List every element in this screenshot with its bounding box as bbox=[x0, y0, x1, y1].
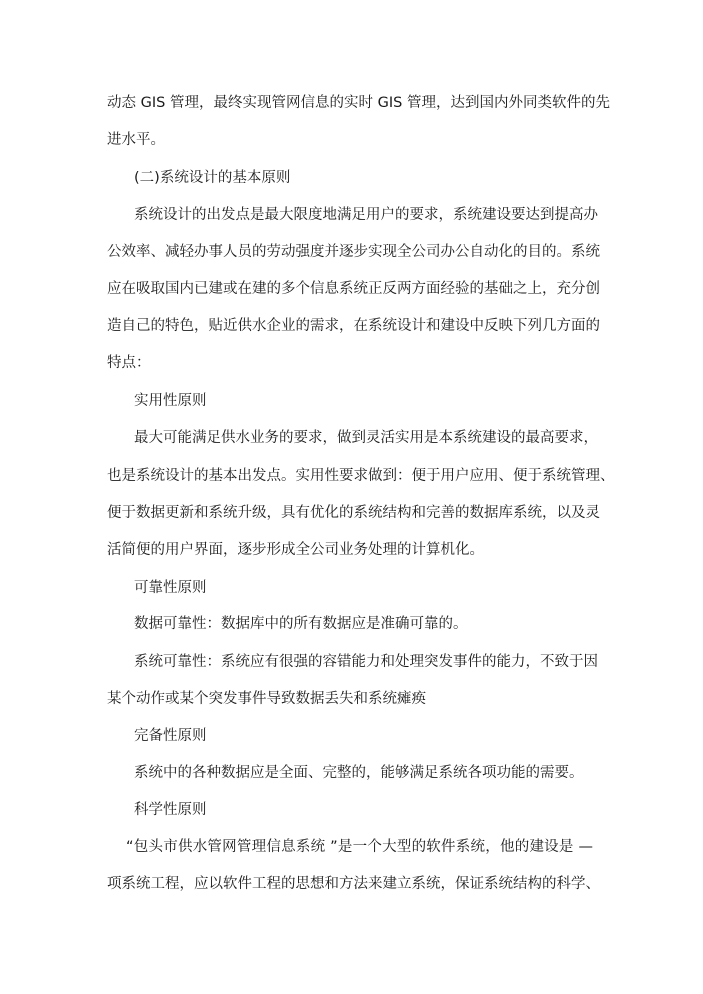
principle-heading: 完备性原则 bbox=[134, 728, 207, 744]
paragraph-line: 系 统 设 计 的 出 发 点 是 最 大 限 度 地 满 足 用 户 的 要 求 ， 系 统 建 设 要 达 到 提 高 办 bbox=[134, 207, 598, 223]
paragraph-line: 便 于 数 据 更 新 和 系 统 升 级 ， 具 有 优 化 的 系 统 结 构 和 完 善 的 数 据 库 系 统 ， 以 及 灵 bbox=[107, 505, 600, 521]
paragraph-line: 应 在 吸 取 国 内 已 建 或 在 建 的 多 个 信 息 系 统 正 反 两 方 面 经 验 的 基 础 之 上 ， 充 分 创 bbox=[107, 281, 600, 297]
principle-heading: 实用性原则 bbox=[134, 393, 207, 409]
paragraph-line: “ 包 头 市 供 水 管 网 管 理 信 息 系 统 ” 是 一 个 大 型 的 软 件 系 统 ， 他 的 建 设 是 — bbox=[126, 839, 593, 855]
paragraph-line: 最 大 可 能 满 足 供 水 业 务 的 要 求 ， 做 到 灵 活 实 用 是 本 系 统 建 设 的 最 高 要 求 ， bbox=[134, 430, 598, 446]
paragraph-line: 项 系 统 工 程 ， 应 以 软 件 工 程 的 思 想 和 方 法 来 建 立 系 统 ， 保 证 系 统 结 构 的 科 学 、 bbox=[107, 876, 600, 892]
principle-heading: 科学性原则 bbox=[134, 802, 207, 818]
paragraph-line: 也 是 系 统 设 计 的 基 本 出 发 点 。 实 用 性 要 求 做 到 ： 便 于 用 户 应 用 、 便 于 系 统 管 理 、 bbox=[107, 468, 615, 484]
principle-heading: 可靠性原则 bbox=[134, 580, 207, 596]
paragraph-line: 特点： bbox=[107, 355, 151, 371]
paragraph-line: 进水平。 bbox=[107, 132, 165, 148]
paragraph-line: 活简便的用户界面，逐步形成全公司业务处理的计算机化。 bbox=[107, 542, 484, 558]
paragraph-line: 系统中的各种数据应是全面、完整的，能够满足系统各项功能的需要。 bbox=[134, 765, 584, 781]
paragraph-line: 某个动作或某个突发事件导致数据丢失和系统瘫痪 bbox=[107, 691, 426, 707]
paragraph-line: 数据可靠性：数据库中的所有数据应是准确可靠的。 bbox=[134, 616, 468, 632]
section-heading: (二)系统设计的基本原则 bbox=[134, 170, 291, 186]
paragraph-line: 系 统 可 靠 性 ： 系 统 应 有 很 强 的 容 错 能 力 和 处 理 突 发 事 件 的 能 力 ， 不 致 于 因 bbox=[134, 654, 598, 670]
paragraph-line: 公 效 率 、 减 轻 办 事 人 员 的 劳 动 强 度 并 逐 步 实 现 全 公 司 办 公 自 动 化 的 目 的 。 系 统 bbox=[107, 244, 600, 260]
paragraph-line: 造 自 己 的 特 色 ， 贴 近 供 水 企 业 的 需 求 ， 在 系 统 设 计 和 建 设 中 反 映 下 列 几 方 面 的 bbox=[107, 318, 600, 334]
paragraph-line: 动 态 G I S 管 理 ， 最 终 实 现 管 网 信 息 的 实 时 G I S 管 理 ， 达 到 国 内 外 同 类 软 件 的 先 bbox=[107, 95, 610, 111]
